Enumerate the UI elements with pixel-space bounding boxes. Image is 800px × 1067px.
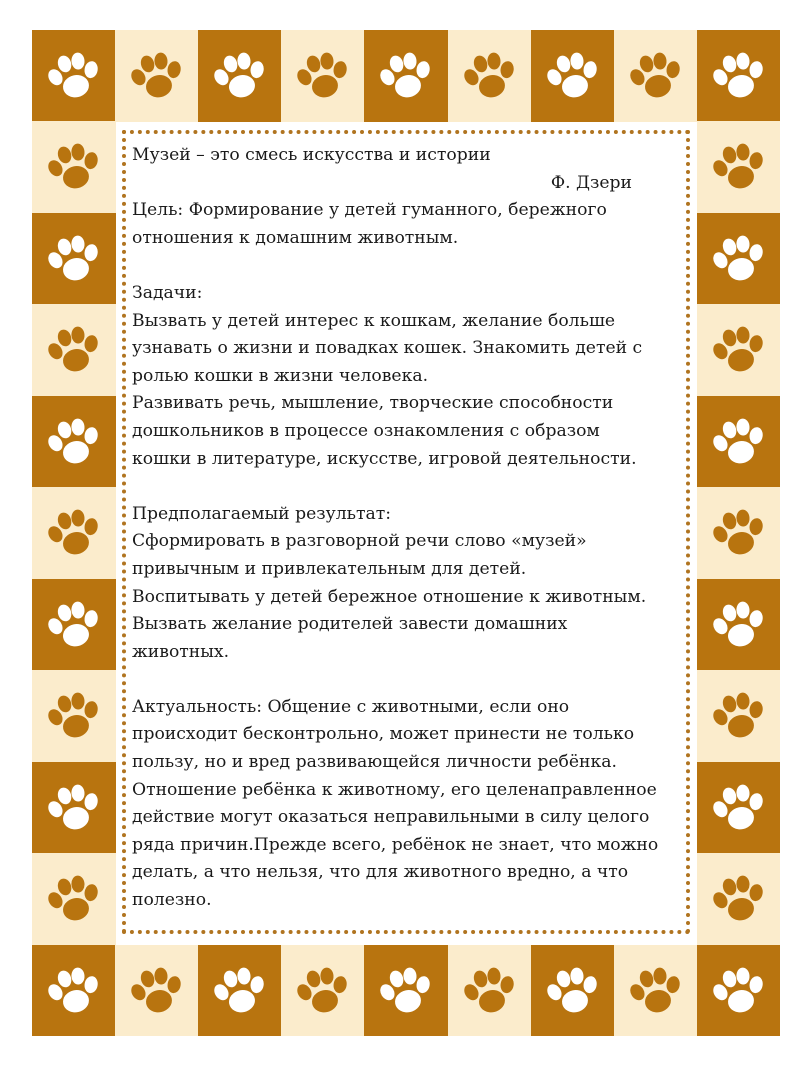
paw-print-icon — [32, 945, 116, 1037]
paw-print-icon — [614, 945, 698, 1037]
relevance-line: пользу, но и вред развивающейся личности ребёнка. — [132, 752, 617, 773]
paw-print-icon — [614, 30, 698, 122]
paw-print-icon — [32, 396, 116, 488]
tasks-heading: Задачи: — [132, 282, 203, 303]
tasks-line: ролью кошки в жизни человека. — [132, 365, 429, 386]
tasks-line: кошки в литературе, искусстве, игровой деятельности. — [132, 448, 637, 469]
paw-print-icon — [198, 945, 282, 1037]
document-text-panel — [122, 130, 690, 934]
epigraph-author: Ф. Дзери — [550, 172, 632, 193]
paw-print-icon — [281, 30, 365, 122]
tasks-line: Развивать речь, мышление, творческие способности — [132, 393, 614, 414]
paw-print-icon — [198, 30, 282, 122]
paw-print-icon — [697, 396, 781, 488]
result-line: Сформировать в разговорной речи слово «музей» — [132, 531, 587, 552]
tasks-line: Вызвать у детей интерес к кошкам, желание больше — [132, 310, 616, 331]
result-heading: Предполагаемый результат: — [132, 503, 392, 524]
result-line: животных. — [132, 641, 230, 662]
relevance-line: делать, а что нельзя, что для животного вредно, а что — [132, 862, 629, 883]
relevance-line: ряда причин.Прежде всего, ребёнок не знает, что можно — [132, 834, 659, 855]
paw-print-icon — [32, 762, 116, 854]
paw-print-icon — [32, 30, 116, 122]
paw-print-icon — [32, 121, 116, 213]
paw-print-icon — [697, 579, 781, 671]
goal-line: Цель: Формирование у детей гуманного, бережного — [132, 200, 607, 221]
paw-print-icon — [697, 670, 781, 762]
paw-print-icon — [32, 670, 116, 762]
result-line: Вызвать желание родителей завести домашних — [132, 614, 568, 635]
paw-print-icon — [697, 762, 781, 854]
relevance-line: Отношение ребёнка к животному, его целенаправленное — [132, 779, 657, 800]
relevance-line: действие могут оказаться неправильными в силу целого — [132, 807, 650, 828]
result-line: Воспитывать у детей бережное отношение к животным. — [132, 586, 647, 607]
paw-print-icon — [448, 945, 532, 1037]
relevance-line: Актуальность: Общение с животными, если оно — [132, 696, 570, 717]
relevance-line: происходит бесконтрольно, может принести не только — [132, 724, 635, 745]
tasks-line: узнавать о жизни и повадках кошек. Знакомить детей с — [132, 338, 643, 359]
paw-print-icon — [697, 213, 781, 305]
relevance-line: полезно. — [132, 890, 212, 911]
paw-print-icon — [364, 945, 448, 1037]
paw-print-icon — [32, 304, 116, 396]
paw-print-icon — [32, 579, 116, 671]
paw-print-icon — [697, 945, 781, 1037]
paw-print-icon — [364, 30, 448, 122]
paw-print-icon — [697, 121, 781, 213]
paw-print-icon — [448, 30, 532, 122]
paw-print-icon — [32, 853, 116, 945]
paw-print-icon — [697, 487, 781, 579]
result-line: привычным и привлекательным для детей. — [132, 558, 527, 579]
paw-print-icon — [281, 945, 365, 1037]
goal-line: отношения к домашним животным. — [132, 227, 459, 248]
paw-print-icon — [697, 30, 781, 122]
paw-print-icon — [115, 945, 199, 1037]
tasks-line: дошкольников в процессе ознакомления с образом — [132, 420, 600, 441]
paw-print-icon — [531, 945, 615, 1037]
paw-print-icon — [32, 213, 116, 305]
paw-print-icon — [32, 487, 116, 579]
paw-print-icon — [115, 30, 199, 122]
paw-print-icon — [697, 853, 781, 945]
paw-print-icon — [531, 30, 615, 122]
paw-print-icon — [697, 304, 781, 396]
epigraph: Музей – это смесь искусства и истории — [132, 145, 491, 165]
